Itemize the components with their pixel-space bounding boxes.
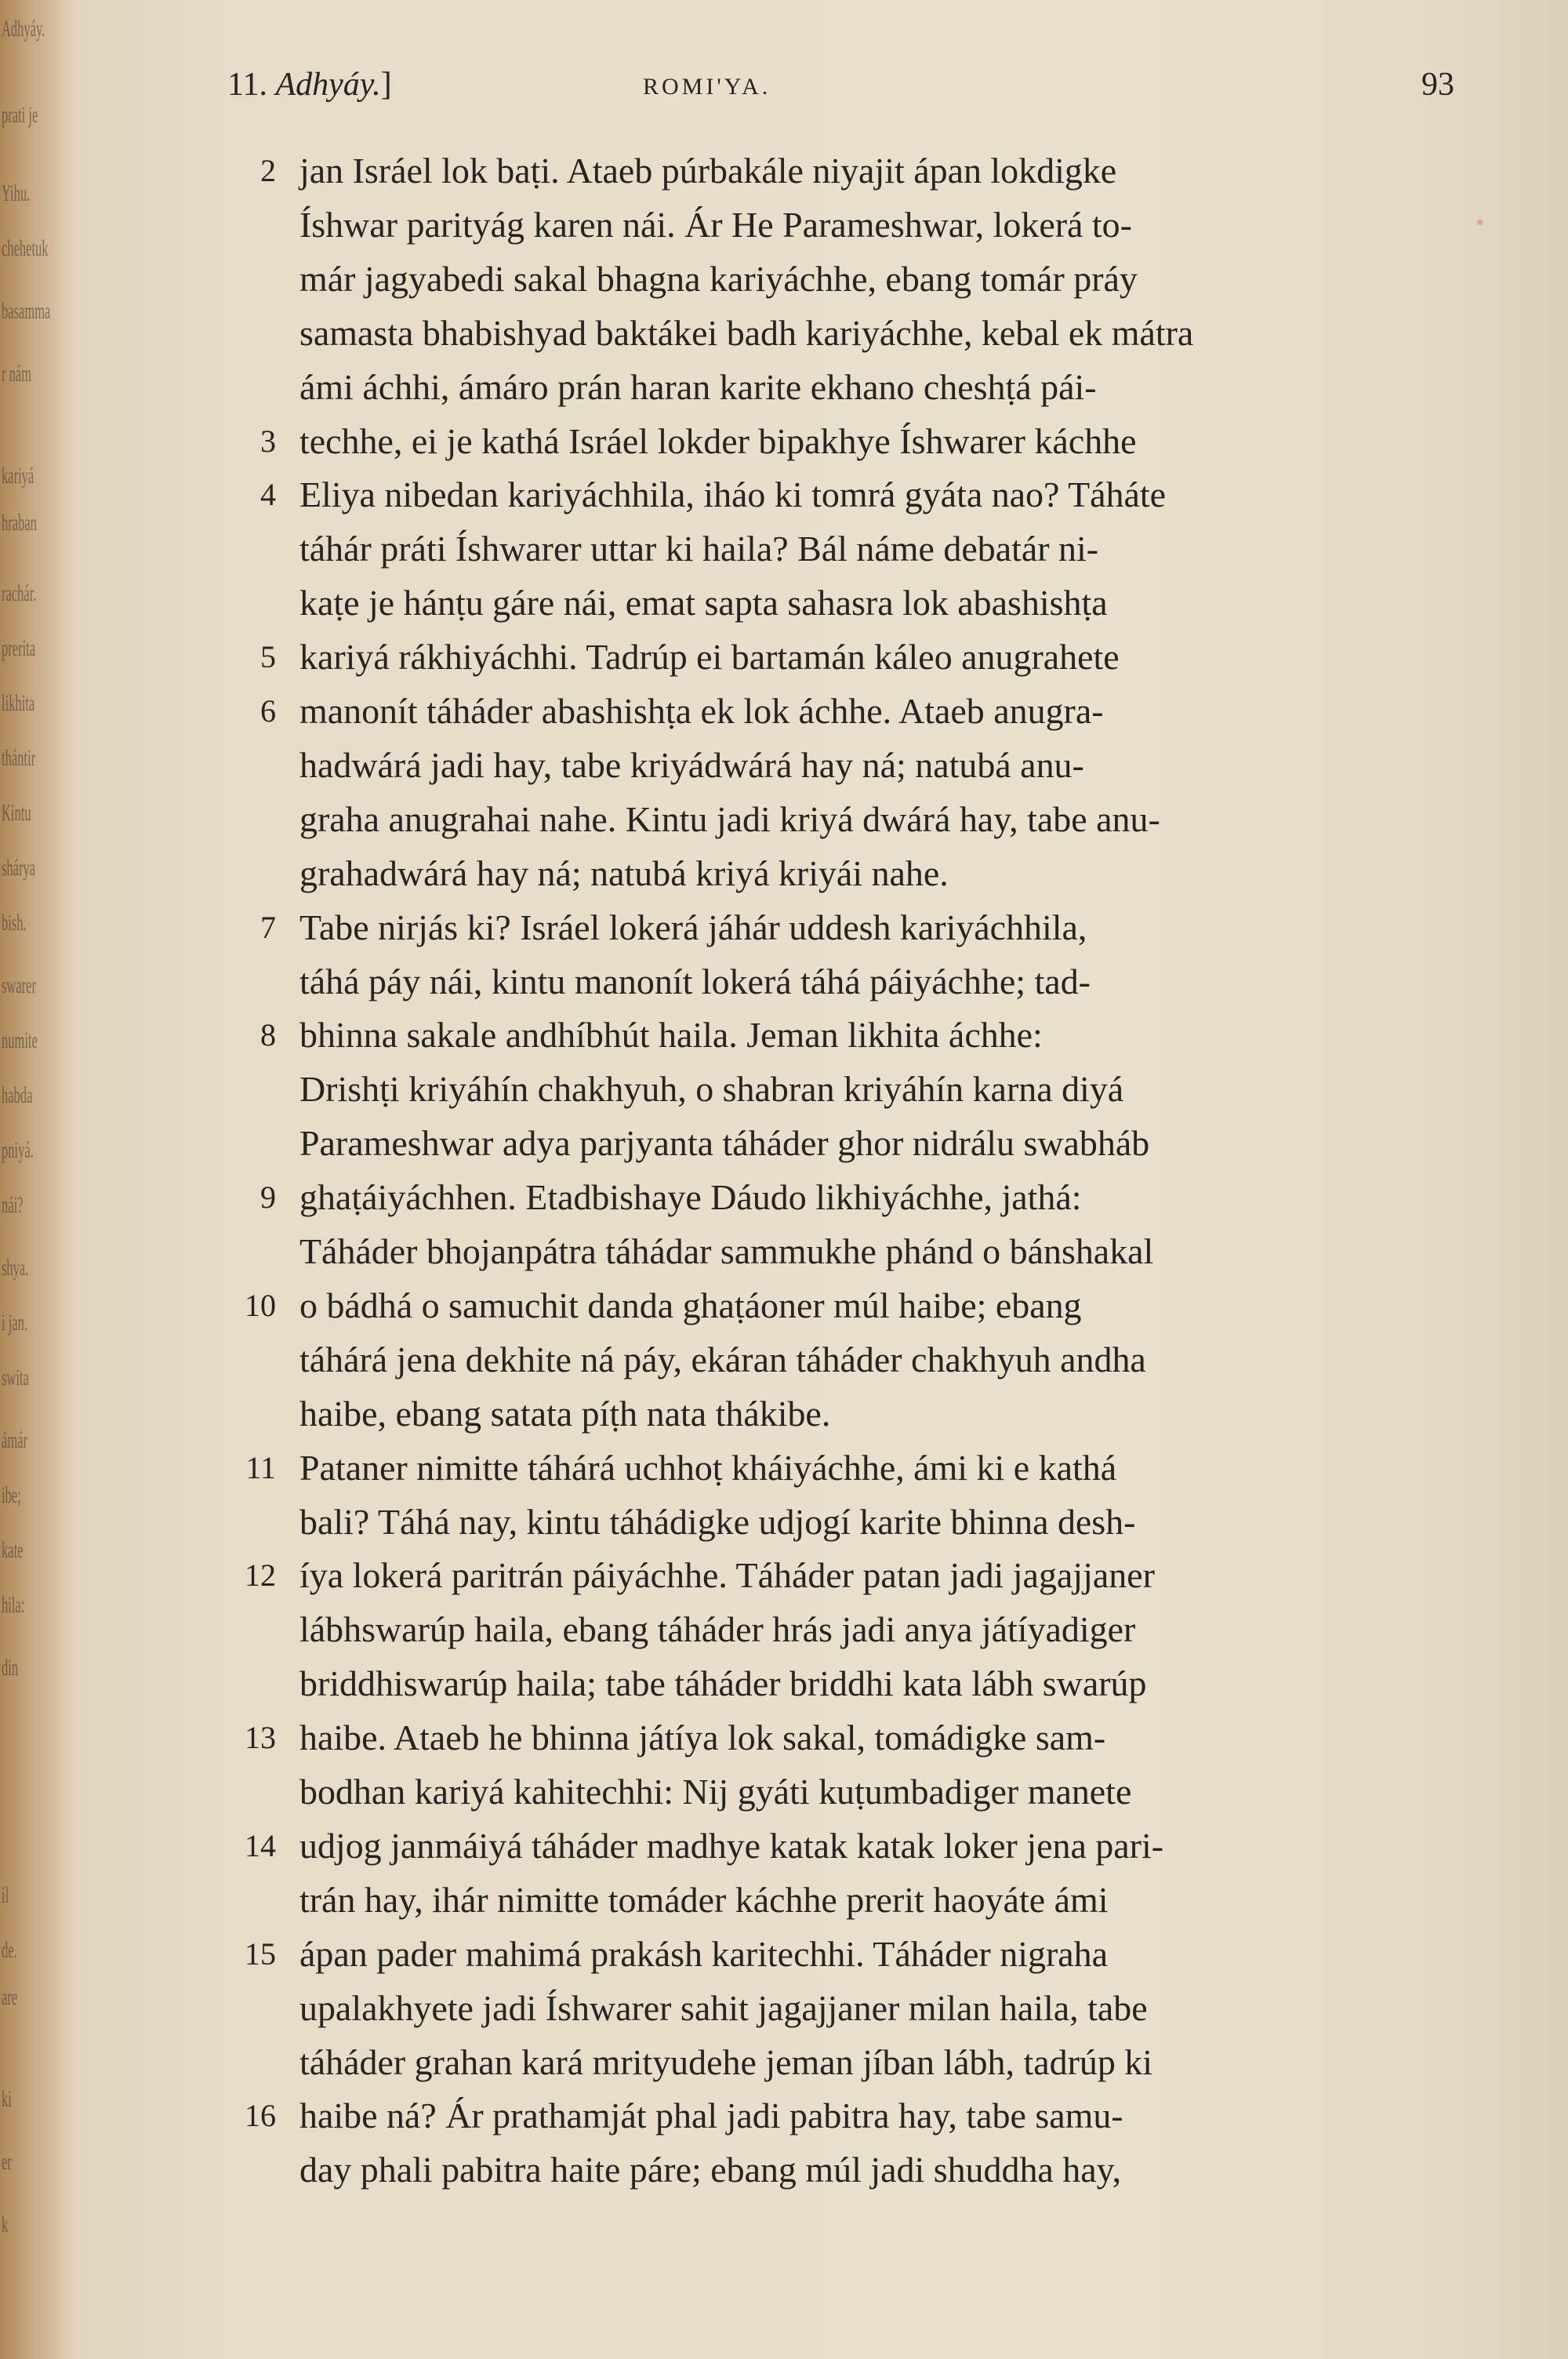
verse-number: 4 bbox=[260, 477, 276, 513]
verse-number: 16 bbox=[245, 2098, 276, 2134]
verse-number: 5 bbox=[260, 639, 276, 675]
bleed-text-fragment: likhita bbox=[2, 690, 35, 716]
chapter-label: Adhyáy. bbox=[275, 67, 381, 103]
book-title: ROMI'YA. bbox=[643, 74, 771, 100]
verse-number: 13 bbox=[245, 1720, 276, 1756]
text-line bbox=[0, 1390, 1568, 1438]
bleed-text-fragment: din bbox=[2, 1655, 19, 1681]
text-line bbox=[0, 418, 1568, 465]
line-text: Drishṭi kriyáhín chakhyuh, o shabran kriyáhín karna diyá bbox=[299, 1069, 1124, 1110]
verse-number: 2 bbox=[260, 153, 276, 188]
verse-number: 12 bbox=[245, 1558, 276, 1594]
line-text: ápan pader mahimá prakásh karitechhi. Táháder nigraha bbox=[299, 1933, 1109, 1974]
text-line bbox=[0, 1552, 1568, 1599]
bleed-text-fragment: i jan. bbox=[2, 1310, 27, 1336]
line-text: kariyá rákhiyáchhi. Tadrúp ei bartamán káleo anugrahete bbox=[299, 637, 1120, 678]
bleed-text-fragment: chehetuk bbox=[2, 235, 49, 261]
line-text: kaṭe je hánṭu gáre nái, emat sapta sahasra lok abashishṭa bbox=[299, 583, 1108, 623]
text-line bbox=[0, 796, 1568, 843]
line-text: haibe. Ataeb he bhinna játíya lok sakal, tomádigke sam- bbox=[299, 1717, 1106, 1758]
text-line bbox=[0, 1282, 1568, 1329]
verse-number: 10 bbox=[245, 1287, 276, 1323]
text-line bbox=[0, 688, 1568, 735]
text-line bbox=[0, 1660, 1568, 1707]
line-text: Parameshwar adya parjyanta táháder ghor nidrálu swabháb bbox=[299, 1123, 1150, 1164]
text-line bbox=[0, 1877, 1568, 1924]
line-text: táhárá jena dekhite ná páy, ekáran táháder chakhyuh andha bbox=[299, 1339, 1146, 1379]
line-text: graha anugrahai nahe. Kintu jadi kriyá dwárá hay, tabe anu- bbox=[299, 798, 1160, 839]
text-line bbox=[0, 1499, 1568, 1546]
verse-number: 9 bbox=[260, 1180, 276, 1216]
bleed-text-fragment: Yihu. bbox=[2, 180, 31, 206]
line-text: samasta bhabishyad baktákei badh kariyáchhe, kebal ek mátra bbox=[299, 312, 1194, 353]
line-text: Táháder bhojanpátra táhádar sammukhe phánd o bánshakal bbox=[299, 1231, 1154, 1271]
line-text: manonít táháder abashishṭa ek lok áchhe. Ataeb anugra- bbox=[299, 691, 1104, 731]
text-line bbox=[0, 2092, 1568, 2139]
text-line bbox=[0, 1714, 1568, 1761]
running-header bbox=[227, 66, 1454, 110]
bleed-text-fragment: k bbox=[2, 2212, 9, 2237]
text-line bbox=[0, 850, 1568, 897]
page-number: 93 bbox=[1421, 67, 1454, 103]
text-line bbox=[0, 147, 1568, 194]
text-line bbox=[0, 471, 1568, 518]
line-text: upalakhyete jadi Íshwarer sahit jagajjaner milan haila, tabe bbox=[299, 1987, 1148, 2028]
bleed-text-fragment: nái? bbox=[2, 1192, 24, 1218]
chapter-bracket: ] bbox=[380, 67, 392, 103]
bleed-text-fragment: Adhyáy. bbox=[2, 16, 45, 42]
line-text: techhe, ei je kathá Isráel lokder bipakhye Íshwarer káchhe bbox=[299, 420, 1137, 461]
bleed-text-fragment: hila: bbox=[2, 1592, 25, 1618]
text-line bbox=[0, 634, 1568, 681]
line-text: briddhiswarúp haila; tabe táháder briddhi kata lábh swarúp bbox=[299, 1663, 1147, 1704]
line-text: udjog janmáiyá táháder madhye katak katak loker jena pari- bbox=[299, 1825, 1164, 1866]
verse-number: 15 bbox=[245, 1936, 276, 1972]
text-line bbox=[0, 1066, 1568, 1113]
bleed-text-fragment: ki bbox=[2, 2086, 12, 2112]
text-line bbox=[0, 958, 1568, 1005]
bleed-text-fragment: r nám bbox=[2, 361, 32, 387]
bleed-text-fragment: swarer bbox=[2, 972, 36, 998]
bleed-text-fragment: shya. bbox=[2, 1255, 29, 1281]
text-line bbox=[0, 1445, 1568, 1492]
bleed-text-fragment: prerita bbox=[2, 635, 36, 661]
line-text: day phali pabitra haite páre; ebang múl jadi shuddha hay, bbox=[299, 2150, 1122, 2190]
text-line bbox=[0, 1336, 1568, 1383]
line-text: táháder grahan kará mrityudehe jeman jíban lábh, tadrúp ki bbox=[299, 2041, 1153, 2082]
text-line bbox=[0, 580, 1568, 627]
bleed-text-fragment: bish. bbox=[2, 910, 27, 936]
line-text: hadwárá jadi hay, tabe kriyádwárá hay ná; natubá anu- bbox=[299, 744, 1084, 785]
text-line bbox=[0, 1120, 1568, 1167]
text-line bbox=[0, 364, 1568, 411]
verse-number: 11 bbox=[245, 1449, 276, 1485]
text-line bbox=[0, 1012, 1568, 1059]
line-text: bodhan kariyá kahitechhi: Nij gyáti kuṭumbadiger manete bbox=[299, 1772, 1132, 1812]
text-line bbox=[0, 742, 1568, 789]
bleed-text-fragment: rachár. bbox=[2, 580, 37, 606]
text-line bbox=[0, 525, 1568, 572]
bleed-text-fragment: kate bbox=[2, 1537, 24, 1563]
line-text: táhár práti Íshwarer uttar ki haila? Bál náme debatár ni- bbox=[299, 529, 1099, 569]
bleed-text-fragment: habda bbox=[2, 1082, 33, 1108]
text-line bbox=[0, 202, 1568, 249]
line-text: Íshwar parityág karen nái. Ár He Parameshwar, lokerá to- bbox=[299, 204, 1132, 245]
text-line bbox=[0, 1931, 1568, 1978]
text-line bbox=[0, 1823, 1568, 1870]
line-text: táhá páy nái, kintu manonít lokerá táhá páiyáchhe; tad- bbox=[299, 961, 1091, 1001]
verse-number: 6 bbox=[260, 693, 276, 729]
bleed-text-fragment: ibe; bbox=[2, 1482, 21, 1508]
text-line bbox=[0, 1174, 1568, 1221]
text-line bbox=[0, 256, 1568, 303]
text-line bbox=[0, 1606, 1568, 1653]
line-text: íya lokerá paritrán páiyáchhe. Táháder patan jadi jagajjaner bbox=[299, 1555, 1155, 1596]
line-text: Pataner nimitte táhárá uchhoṭ kháiyáchhe, ámi ki e kathá bbox=[299, 1447, 1117, 1488]
bleed-text-fragment: numite bbox=[2, 1027, 38, 1053]
bleed-text-fragment: pniyá. bbox=[2, 1137, 34, 1163]
bleed-text-fragment: er bbox=[2, 2149, 12, 2175]
text-line bbox=[0, 904, 1568, 951]
verse-number: 14 bbox=[245, 1827, 276, 1863]
line-text: grahadwárá hay ná; natubá kriyá kriyái nahe. bbox=[299, 852, 949, 893]
line-text: bali? Táhá nay, kintu táhádigke udjogí karite bhinna desh- bbox=[299, 1501, 1136, 1542]
ink-mark: • bbox=[1474, 212, 1486, 235]
line-text: o bádhá o samuchit danda ghaṭáoner múl haibe; ebang bbox=[299, 1285, 1082, 1325]
bleed-text-fragment: Kintu bbox=[2, 800, 31, 826]
line-text: ámi áchhi, ámáro prán haran karite ekhano cheshṭá pái- bbox=[299, 366, 1097, 407]
line-text: jan Isráel lok baṭi. Ataeb púrbakále niyajit ápan lokdigke bbox=[299, 151, 1117, 191]
line-text: bhinna sakale andhíbhút haila. Jeman likhita áchhe: bbox=[299, 1015, 1043, 1056]
text-line bbox=[0, 310, 1568, 357]
bleed-text-fragment: shárya bbox=[2, 855, 36, 881]
line-text: trán hay, ihár nimitte tomáder káchhe prerit haoyáte ámi bbox=[299, 1879, 1109, 1920]
bleed-text-fragment: ámár bbox=[2, 1427, 27, 1453]
verse-number: 7 bbox=[260, 909, 276, 945]
text-line bbox=[0, 1768, 1568, 1816]
verse-number: 3 bbox=[260, 423, 276, 459]
bleed-text-fragment: de. bbox=[2, 1937, 17, 1963]
bleed-text-fragment: are bbox=[2, 1984, 18, 2010]
bleed-text-fragment: swita bbox=[2, 1365, 29, 1390]
bleed-text-fragment: prati je bbox=[2, 102, 38, 128]
text-line bbox=[0, 1985, 1568, 2032]
verse-number: 8 bbox=[260, 1017, 276, 1053]
bleed-text-fragment: hraban bbox=[2, 510, 37, 536]
bleed-text-fragment: kariyá bbox=[2, 463, 34, 489]
chapter-number: 11. bbox=[227, 67, 267, 103]
line-text: ghaṭáiyáchhen. Etadbishaye Dáudo likhiyáchhe, jathá: bbox=[299, 1177, 1082, 1218]
bleed-text-fragment: il bbox=[2, 1882, 9, 1908]
line-text: lábhswarúp haila, ebang táháder hrás jadi anya játíyadiger bbox=[299, 1609, 1136, 1650]
line-text: Eliya nibedan kariyáchhila, iháo ki tomrá gyáta nao? Táháte bbox=[299, 474, 1167, 515]
bleed-text-fragment: thántir bbox=[2, 745, 36, 771]
line-text: haibe, ebang satata píṭh nata thákibe. bbox=[299, 1393, 831, 1434]
line-text: haibe ná? Ár prathamját phal jadi pabitra hay, tabe samu- bbox=[299, 2095, 1123, 2136]
line-text: már jagyabedi sakal bhagna kariyáchhe, ebang tomár práy bbox=[299, 258, 1138, 299]
bleed-text-fragment: basamma bbox=[2, 298, 51, 324]
line-text: Tabe nirjás ki? Isráel lokerá jáhár uddesh kariyáchhila, bbox=[299, 907, 1087, 947]
chapter-heading bbox=[227, 66, 392, 104]
text-line bbox=[0, 2146, 1568, 2194]
text-line bbox=[0, 2039, 1568, 2086]
text-line bbox=[0, 1228, 1568, 1275]
